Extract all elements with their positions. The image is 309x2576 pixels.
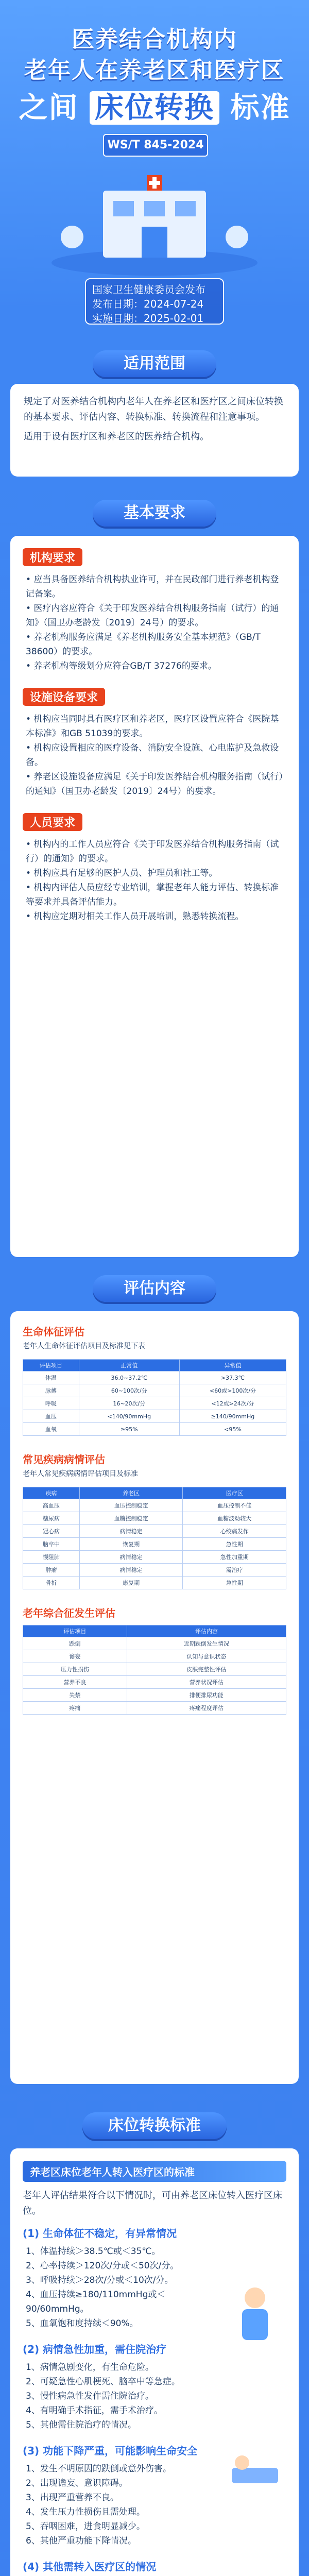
table-row — [23, 1702, 286, 1715]
standard-card — [10, 2148, 299, 2576]
table-cell: ≥95% — [79, 1423, 179, 1436]
issuer-text: 国家卫生健康委员会发布 — [92, 283, 205, 296]
standard-title: 床位转换标准 — [82, 2112, 227, 2139]
scope-card — [10, 384, 299, 477]
list-item: • 机构应具有足够的医护人员、护理员和社工等。 — [26, 868, 218, 878]
table-row — [23, 1663, 286, 1676]
table-cell: 认知与意识状态 — [127, 1650, 286, 1663]
table-cell: 慢阻肺 — [23, 1551, 80, 1564]
table-row — [23, 1423, 286, 1436]
table-cell: 36.0~37.2℃ — [79, 1371, 179, 1384]
list-item: 3、慢性病急性发作需住院治疗。 — [26, 2391, 154, 2401]
table-cell: 失禁 — [23, 1689, 127, 1702]
scope-text2: 适用于设有医疗区和养老区的医养结合机构。 — [24, 431, 209, 442]
table-cell: 血压控制不佳 — [183, 1499, 286, 1512]
table-cell: 康复期 — [79, 1577, 183, 1589]
title-highlight: 床位转换 — [90, 91, 219, 125]
table-cell: 需治疗 — [183, 1564, 286, 1577]
basic-card — [10, 536, 299, 1257]
table-cell: 恢复期 — [79, 1538, 183, 1551]
table-cell: 病情稳定 — [79, 1551, 183, 1564]
table-cell: 血氧 — [23, 1423, 79, 1436]
table-header: 评估项目 — [23, 1360, 79, 1371]
eval-card — [10, 1311, 299, 2084]
list-item: • 机构应当同时具有医疗区和养老区，医疗区设置应符合《医院基本标准》和GB 51039的要求。 — [26, 714, 279, 739]
table-cell: 压力性损伤 — [23, 1663, 127, 1676]
table-row — [23, 1538, 286, 1551]
table-cell: 16~20次/分 — [79, 1397, 179, 1410]
list-item: • 医疗内容应符合《关于印发医养结合机构服务指南（试行）的通知》（国卫办老龄发〔2019〕24号）的要求。 — [26, 603, 279, 628]
table-cell: 排便排尿功能 — [127, 1689, 286, 1702]
list-item: 4、发生压力性损伤且需处理。 — [26, 2507, 145, 2517]
release-info-box — [85, 278, 224, 325]
hero — [0, 0, 309, 330]
list-item: • 养老机构等级划分应符合GB/T 37276的要求。 — [26, 661, 217, 671]
list-item: • 机构内评估人员应经专业培训，掌握老年人能力评估、转换标准等要求并具备评估能力。 — [26, 883, 279, 907]
table-header: 异常值 — [179, 1360, 286, 1371]
staff-requirements-list — [23, 837, 286, 924]
table-row — [23, 1371, 286, 1384]
title-suffix: 标准 — [230, 91, 290, 125]
table-cell: 疼痛程度评估 — [127, 1702, 286, 1715]
table-cell: <95% — [179, 1423, 286, 1436]
table-cell: 血糖波动较大 — [183, 1512, 286, 1525]
list-item: 5、血氧饱和度持续＜90%。 — [26, 2318, 139, 2329]
list-item: • 养老机构服务应满足《养老机构服务安全基本规范》（GB/T 38600）的要求。 — [26, 632, 261, 657]
table-header: 疾病 — [23, 1487, 80, 1499]
list-item: 2、心率持续＞120次/分或＜50次/分。 — [26, 2261, 179, 2271]
list-item: 4、有明确手术指征，需手术治疗。 — [26, 2405, 163, 2416]
table-cell: 急性期 — [183, 1538, 286, 1551]
disease-eval-table — [23, 1487, 286, 1589]
equipment-requirements-list — [23, 712, 286, 799]
table-header: 养老区 — [79, 1487, 183, 1499]
release-date-text: 发布日期：2024-07-24 — [92, 298, 204, 310]
disease-eval-note: 老年人常见疾病病情评估项目及标准 — [23, 1470, 138, 1478]
cond1-list — [23, 2244, 208, 2331]
list-item: 3、出现严重营养不良。 — [26, 2493, 119, 2503]
list-item: 1、体温持续＞38.5℃或＜35℃。 — [26, 2246, 161, 2257]
table-cell: >37.3℃ — [179, 1371, 286, 1384]
patient-bed-icon — [227, 2437, 283, 2499]
table-cell: <12或>24次/分 — [179, 1397, 286, 1410]
title-prefix: 之间 — [19, 91, 79, 125]
list-item: 2、出现谵妄、意识障碍。 — [26, 2478, 128, 2488]
life-signs-table — [23, 1359, 286, 1436]
table-cell: 呼吸 — [23, 1397, 79, 1410]
institution-requirements-list — [23, 572, 286, 673]
title-line3 — [0, 85, 309, 126]
life-signs-tag: 生命体征评估 — [23, 1326, 84, 1338]
table-cell: 糖尿病 — [23, 1512, 80, 1525]
table-row — [23, 1512, 286, 1525]
table-cell: 病情稳定 — [79, 1564, 183, 1577]
eval-title: 评估内容 — [93, 1275, 216, 1302]
table-row — [23, 1577, 286, 1589]
thermometer-person-icon — [227, 2282, 283, 2344]
table-header: 评估内容 — [127, 1625, 286, 1637]
cond3-list — [23, 2462, 208, 2548]
syndrome-eval-tag: 老年综合征发生评估 — [23, 1607, 115, 1619]
list-item: • 机构应定期对相关工作人员开展培训，熟悉转换流程。 — [26, 911, 244, 922]
scope-text: 规定了对医养结合机构内老年人在养老区和医疗区之间床位转换的基本要求、评估内容、转换标准、转换流程和注意事项。 — [24, 396, 283, 422]
list-item: 5、其他需住院治疗的情况。 — [26, 2420, 136, 2430]
basic-title: 基本要求 — [93, 500, 216, 527]
list-item: 3、呼吸持续＞28次/分或＜10次/分。 — [26, 2275, 174, 2285]
table-cell: 急性期 — [183, 1577, 286, 1589]
table-header: 医疗区 — [183, 1487, 286, 1499]
cond4-title: (4) 其他需转入医疗区的情况 — [23, 2561, 157, 2573]
equipment-requirements-tag: 设施设备要求 — [23, 688, 105, 706]
effective-date-text: 实施日期：2025-02-01 — [92, 312, 204, 325]
standard-code-badge: WS/T 845-2024 — [103, 134, 208, 157]
table-row — [23, 1676, 286, 1689]
table-cell: 高血压 — [23, 1499, 80, 1512]
table-cell: 跌倒 — [23, 1637, 127, 1650]
table-cell: <140/90mmHg — [79, 1410, 179, 1423]
life-signs-note: 老年人生命体征评估项目及标准见下表 — [23, 1342, 145, 1350]
table-row — [23, 1525, 286, 1538]
disease-eval-tag: 常见疾病病情评估 — [23, 1453, 105, 1466]
list-item: 6、其他严重功能下降情况。 — [26, 2536, 136, 2546]
table-cell: 病情稳定 — [79, 1525, 183, 1538]
syndrome-eval-table — [23, 1625, 286, 1715]
table-cell: 心绞痛发作 — [183, 1525, 286, 1538]
table-row — [23, 1499, 286, 1512]
table-cell: 谵妄 — [23, 1650, 127, 1663]
cond2-list — [23, 2360, 208, 2432]
list-item: • 机构应设置相应的医疗设备、消防安全设施、心电监护及急救设备。 — [26, 743, 279, 768]
to-medical-intro: 老年人评估结果符合以下情况时，可由养老区床位转入医疗区床位。 — [23, 2190, 282, 2216]
table-row — [23, 1637, 286, 1650]
table-cell: 营养状况评估 — [127, 1676, 286, 1689]
table-cell: 体温 — [23, 1371, 79, 1384]
table-header: 评估项目 — [23, 1625, 127, 1637]
table-row — [23, 1564, 286, 1577]
table-cell: <60或>100次/分 — [179, 1384, 286, 1397]
list-item: 4、血压持续≥180/110mmHg或＜90/60mmHg。 — [26, 2290, 166, 2314]
table-cell: ≥140/90mmHg — [179, 1410, 286, 1423]
list-item: 1、发生不明原因的跌倒或意外伤害。 — [26, 2464, 171, 2474]
staff-requirements-tag: 人员要求 — [23, 813, 82, 831]
institution-requirements-tag: 机构要求 — [23, 548, 82, 566]
scope-title: 适用范围 — [93, 350, 216, 377]
table-cell: 皮肤完整性评估 — [127, 1663, 286, 1676]
table-header: 正常值 — [79, 1360, 179, 1371]
table-row — [23, 1410, 286, 1423]
table-row — [23, 1650, 286, 1663]
table-cell: 血压 — [23, 1410, 79, 1423]
table-row — [23, 1689, 286, 1702]
list-item: • 养老区设施设备应满足《关于印发医养结合机构服务指南（试行）的通知》（国卫办老龄发〔2019〕24号）的要求。 — [26, 772, 283, 796]
table-row — [23, 1551, 286, 1564]
title-line1: 医养结合机构内 — [72, 26, 237, 53]
table-cell: 60~100次/分 — [79, 1384, 179, 1397]
list-item: • 应当具备医养结合机构执业许可，并在民政部门进行养老机构登记备案。 — [26, 574, 279, 599]
list-item: • 机构内的工作人员应符合《关于印发医养结合机构服务指南（试行）的通知》的要求。 — [26, 839, 279, 864]
to-medical-bar: 养老区床位老年人转入医疗区的标准 — [23, 2161, 286, 2182]
title-line2: 老年人在养老区和医疗区 — [24, 57, 285, 83]
table-cell: 营养不良 — [23, 1676, 127, 1689]
cond1-title: (1) 生命体征不稳定，有异常情况 — [23, 2227, 177, 2240]
table-cell: 近期跌倒发生情况 — [127, 1637, 286, 1650]
table-cell: 肿瘤 — [23, 1564, 80, 1577]
cond3-title: (3) 功能下降严重，可能影响生命安全 — [23, 2445, 198, 2457]
list-item: 1、病情急剧变化，有生命危险。 — [26, 2362, 154, 2372]
cond2-title: (2) 病情急性加重，需住院治疗 — [23, 2343, 167, 2355]
list-item: 5、吞咽困难，进食明显减少。 — [26, 2521, 145, 2532]
table-cell: 血压控制稳定 — [79, 1499, 183, 1512]
table-cell: 冠心病 — [23, 1525, 80, 1538]
table-row — [23, 1384, 286, 1397]
table-cell: 血糖控制稳定 — [79, 1512, 183, 1525]
table-cell: 脉搏 — [23, 1384, 79, 1397]
table-cell: 急性加重期 — [183, 1551, 286, 1564]
list-item: 2、可疑急性心肌梗死、脑卒中等急症。 — [26, 2377, 180, 2387]
table-cell: 骨折 — [23, 1577, 80, 1589]
hospital-illustration-icon — [41, 165, 268, 278]
table-row — [23, 1397, 286, 1410]
table-cell: 脑卒中 — [23, 1538, 80, 1551]
table-cell: 疼痛 — [23, 1702, 127, 1715]
